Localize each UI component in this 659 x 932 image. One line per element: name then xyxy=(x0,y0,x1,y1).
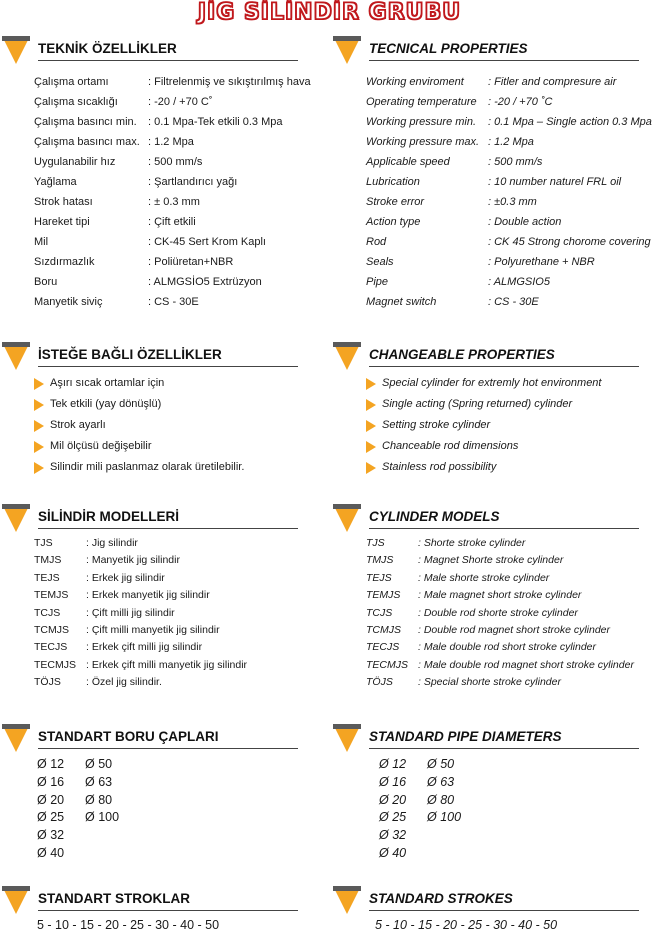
diameter-value: Ø 50 xyxy=(85,757,113,771)
arrow-right-icon xyxy=(366,378,376,390)
option-text: Tek etkili (yay dönüşlü) xyxy=(50,398,162,410)
spec-value: : Filtrelenmiş ve sıkıştırılmış hava xyxy=(148,76,311,88)
spec-value: : Double action xyxy=(488,216,562,228)
spec-key: Rod xyxy=(366,236,387,248)
diameter-value: Ø 100 xyxy=(85,810,120,825)
arrow-right-icon xyxy=(34,420,44,432)
spec-value: : Poliüretan+NBR xyxy=(148,256,234,268)
option-text: Silindir mili paslanmaz olarak üretilebilir. xyxy=(50,461,245,473)
spec-value: : ± 0.3 mm xyxy=(148,196,200,208)
spec-value: : Erkek jig silindir xyxy=(86,571,165,584)
option-text: Setting stroke cylinder xyxy=(382,419,491,431)
section-title: SİLİNDİR MODELLERİ xyxy=(38,509,179,524)
spec-key: Hareket tipi xyxy=(34,216,90,228)
spec-value: : Male double rod short stroke cylinder xyxy=(418,641,597,654)
diameter-value: Ø 25 xyxy=(37,810,65,825)
spec-value: : CS - 30E xyxy=(488,296,539,308)
section-title: STANDART BORU ÇAPLARI xyxy=(38,729,219,744)
spec-key: Yağlama xyxy=(34,176,77,188)
spec-value: : 1.2 Mpa xyxy=(488,136,534,148)
diameter-value: Ø 63 xyxy=(85,774,113,789)
spec-key: TÖJS xyxy=(366,676,393,689)
spec-key: Çalışma ortamı xyxy=(34,76,109,88)
diameter-value: Ø 12 xyxy=(379,757,407,771)
spec-value: : 0.1 Mpa-Tek etkili 0.3 Mpa xyxy=(148,116,283,128)
section-title: STANDARD STROKES xyxy=(369,891,513,906)
spec-value: : Özel jig silindir. xyxy=(86,676,162,689)
spec-value: : CK-45 Sert Krom Kaplı xyxy=(148,236,266,248)
section-header-cylinder-models xyxy=(333,504,639,530)
section-title: TECNICAL PROPERTIES xyxy=(369,41,528,56)
spec-value: : Male double rod magnet short stroke cylinder xyxy=(418,658,634,671)
spec-key: TEJS xyxy=(366,571,392,584)
spec-key: Working enviroment xyxy=(366,76,464,88)
arrow-right-icon xyxy=(34,378,44,390)
arrow-right-icon xyxy=(34,441,44,453)
diameter-value: Ø 40 xyxy=(37,846,65,860)
spec-key: TMJS xyxy=(34,554,62,567)
spec-value: : Erkek manyetik jig silindir xyxy=(86,589,210,602)
diameter-value: Ø 40 xyxy=(379,846,407,860)
diameter-value: Ø 20 xyxy=(379,792,407,807)
section-header-istege-bagli xyxy=(2,342,298,368)
spec-key: Lubrication xyxy=(366,176,420,188)
spec-key: Çalışma basıncı max. xyxy=(34,136,140,148)
spec-value: : 1.2 Mpa xyxy=(148,136,194,148)
diameter-value: Ø 12 xyxy=(37,757,65,771)
spec-key: Strok hatası xyxy=(34,196,93,208)
diameter-value: Ø 20 xyxy=(37,792,65,807)
spec-key: TEMJS xyxy=(366,589,401,602)
spec-value: : Manyetik jig silindir xyxy=(86,554,180,567)
spec-key: Manyetik siviç xyxy=(34,296,103,308)
spec-value: : ALMGSİO5 Extrüzyon xyxy=(148,276,262,288)
arrow-right-icon xyxy=(34,399,44,411)
spec-value: : ±0.3 mm xyxy=(488,196,537,208)
strokes-en-values: 5 - 10 - 15 - 20 - 25 - 30 - 40 - 50 xyxy=(375,918,558,932)
section-header-strokes xyxy=(333,886,639,912)
spec-key: TCJS xyxy=(34,606,61,619)
spec-key: TEMJS xyxy=(34,589,69,602)
section-title: CYLINDER MODELS xyxy=(369,509,500,524)
option-text: Strok ayarlı xyxy=(50,419,106,431)
spec-key: Çalışma basıncı min. xyxy=(34,116,137,128)
spec-value: : Fitler and compresure air xyxy=(488,76,617,88)
diameter-value: Ø 32 xyxy=(379,828,407,843)
spec-value: : 10 number naturel FRL oil xyxy=(488,176,622,188)
diameter-value: Ø 63 xyxy=(427,774,455,789)
section-title: CHANGEABLE PROPERTIES xyxy=(369,347,555,362)
spec-key: Sızdırmazlık xyxy=(34,256,95,268)
spec-key: TECMJS xyxy=(366,658,408,671)
spec-key: Mil xyxy=(34,236,49,248)
spec-key: TÖJS xyxy=(34,676,61,689)
diameter-value: Ø 32 xyxy=(37,828,65,843)
spec-value: : -20 / +70 ˚C xyxy=(488,96,553,108)
spec-value: : Double rod shorte stroke cylinder xyxy=(418,606,578,619)
option-text: Special cylinder for extremly hot environment xyxy=(382,377,602,389)
spec-key: TCMJS xyxy=(366,624,401,636)
spec-key: Operating temperature xyxy=(366,96,477,108)
spec-value: : Male shorte stroke cylinder xyxy=(418,571,550,584)
spec-value: : Double rod magnet short stroke cylinder xyxy=(418,624,611,636)
spec-key: Çalışma sıcaklığı xyxy=(34,96,118,108)
spec-key: TEJS xyxy=(34,571,60,584)
arrow-right-icon xyxy=(366,420,376,432)
spec-value: : CS - 30E xyxy=(148,296,199,308)
option-text: Aşırı sıcak ortamlar için xyxy=(50,377,165,389)
section-title: TEKNİK ÖZELLİKLER xyxy=(38,41,177,56)
strokes-tr-values: 5 - 10 - 15 - 20 - 25 - 30 - 40 - 50 xyxy=(37,918,220,932)
diameter-value: Ø 80 xyxy=(85,792,113,807)
option-text: Chanceable rod dimensions xyxy=(382,440,519,452)
spec-key: Working pressure max. xyxy=(366,136,480,148)
section-title: STANDARD PIPE DIAMETERS xyxy=(369,729,562,744)
diameter-value: Ø 16 xyxy=(37,774,65,789)
spec-key: Uygulanabilir hız xyxy=(34,156,116,168)
spec-value: : Erkek çift milli jig silindir xyxy=(86,641,203,654)
spec-key: TECMJS xyxy=(34,658,76,671)
section-header-technical xyxy=(333,36,639,62)
section-header-boru-caplari xyxy=(2,724,298,750)
option-text: Single acting (Spring returned) cylinder xyxy=(382,398,573,410)
spec-value: : Jig silindir xyxy=(86,537,138,549)
arrow-right-icon xyxy=(366,441,376,453)
spec-value: : Çift etkili xyxy=(148,216,196,228)
arrow-right-icon xyxy=(366,462,376,474)
spec-value: : Polyurethane + NBR xyxy=(488,256,595,268)
spec-value: : 0.1 Mpa – Single action 0.3 Mpa xyxy=(488,116,652,128)
spec-key: TJS xyxy=(34,537,53,549)
spec-value: : -20 / +70 C˚ xyxy=(148,96,213,108)
section-title: İSTEĞE BAĞLI ÖZELLİKLER xyxy=(38,347,222,362)
option-text: Mil ölçüsü değişebilir xyxy=(50,440,152,452)
section-header-stroklar xyxy=(2,886,298,912)
spec-value: : Erkek çift milli manyetik jig silindir xyxy=(86,658,248,671)
spec-value: : 500 mm/s xyxy=(488,156,543,168)
spec-key: Seals xyxy=(366,256,394,268)
diameter-value: Ø 50 xyxy=(427,757,455,771)
section-header-pipe-diameters xyxy=(333,724,639,750)
spec-key: TMJS xyxy=(366,554,394,567)
spec-key: TECJS xyxy=(366,641,400,654)
section-header-changeable xyxy=(333,342,639,368)
spec-value: : Male magnet short stroke cylinder xyxy=(418,589,582,602)
spec-key: TECJS xyxy=(34,641,68,654)
page-title: JİG SİLİNDİR GRUBU xyxy=(197,0,462,25)
option-text: Stainless rod possibility xyxy=(382,461,497,473)
spec-key: TCMJS xyxy=(34,624,69,636)
spec-key: TJS xyxy=(366,537,385,549)
spec-key: Stroke error xyxy=(366,196,425,208)
spec-key: Pipe xyxy=(366,276,389,288)
spec-value: : Shorte stroke cylinder xyxy=(418,537,526,549)
diameter-value: Ø 80 xyxy=(427,792,455,807)
spec-key: Working pressure min. xyxy=(366,116,477,128)
section-title: STANDART STROKLAR xyxy=(38,891,190,906)
spec-value: : Çift milli manyetik jig silindir xyxy=(86,624,220,636)
spec-key: Action type xyxy=(366,216,421,228)
diameter-value: Ø 100 xyxy=(427,810,462,825)
spec-value: : Çift milli jig silindir xyxy=(86,606,175,619)
diameter-value: Ø 25 xyxy=(379,810,407,825)
spec-value: : Magnet Shorte stroke cylinder xyxy=(418,554,564,567)
spec-key: Magnet switch xyxy=(366,296,437,308)
spec-value: : Special shorte stroke cylinder xyxy=(418,676,561,689)
spec-key: TCJS xyxy=(366,606,393,619)
section-header-teknik xyxy=(2,36,298,62)
spec-key: Applicable speed xyxy=(366,156,450,168)
diameter-value: Ø 16 xyxy=(379,774,407,789)
spec-value: : Şartlandırıcı yağı xyxy=(148,176,238,188)
arrow-right-icon xyxy=(34,462,44,474)
spec-value: : 500 mm/s xyxy=(148,156,203,168)
arrow-right-icon xyxy=(366,399,376,411)
spec-key: Boru xyxy=(34,276,58,288)
spec-value: : CK 45 Strong chorome covering xyxy=(488,236,651,248)
spec-value: : ALMGSIO5 xyxy=(488,276,550,288)
section-header-silindir-modelleri xyxy=(2,504,298,530)
